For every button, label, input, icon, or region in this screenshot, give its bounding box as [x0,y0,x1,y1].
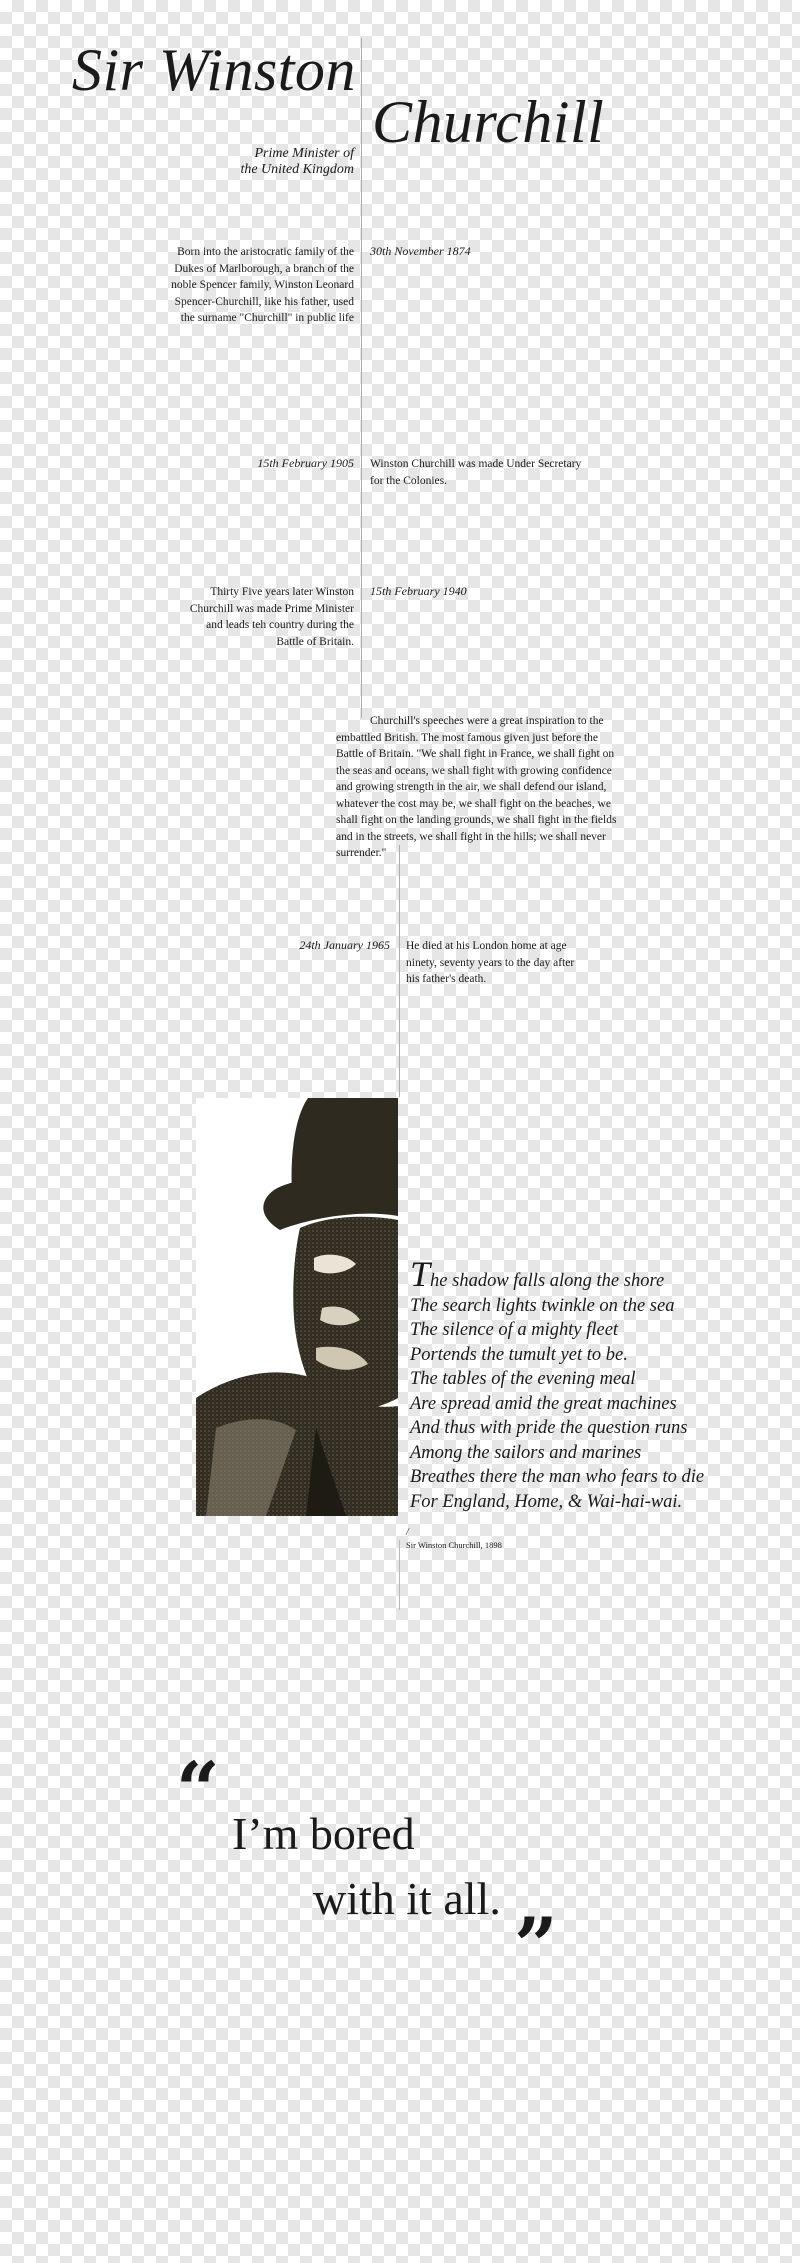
timeline-axis-lower [399,845,400,1097]
speeches-line-3: Battle of Britain. "We shall fight in France, we shall fight on [336,748,615,760]
colonies-line-1: Winston Churchill was made Under Secretary [370,458,582,470]
timeline-axis-tail [399,1540,400,1610]
subtitle-line-1: Prime Minister of [254,146,354,161]
quote-close-mark: ” [514,1901,558,1990]
birth-date: 30th November 1874 [370,244,471,258]
prime-minister-text [140,584,354,650]
speeches-line-7: shall fight on the landing grounds, we shall fight in the fields [336,814,617,826]
poem-line-1-rest: he shadow falls along the shore [430,1271,665,1291]
speeches-line-6: whatever the cost may be, we shall fight on the beaches, we [336,797,611,810]
prime-minister-line-3: and leads teh country during the [206,619,354,631]
birth-line-3: noble Spencer family, Winston Leonard [171,279,354,291]
birth-line-2: Dukes of Marlborough, a branch of the [174,262,354,275]
speeches-line-1: Churchill's speeches were a great inspiration to the [370,715,604,727]
colonies-line-2: for the Colonies. [370,474,447,487]
poem-line-7: And thus with pride the question runs [410,1418,688,1438]
poem [410,1254,800,1514]
death-line-3: his father's death. [406,973,487,985]
poem-line-1 [410,1254,800,1294]
birth-line-1: Born into the aristocratic family of the [177,246,354,258]
speeches-line-8: and in the streets, we shall fight in the hills; we shall never [336,830,606,843]
colonies-text [370,456,630,489]
prime-minister-line-2: Churchill was made Prime Minister [189,602,354,615]
poem-dropcap: T [410,1254,431,1294]
birth-line-5: the surname "Churchill" in public life [180,312,354,324]
subtitle [154,146,354,178]
death-date: 24th January 1965 [299,938,390,952]
poem-attribution-mark: / [406,1527,409,1538]
prime-minister-line-1: Thirty Five years later Winston [210,586,354,598]
poem-line-8: Among the sailors and marines [410,1442,642,1463]
quote-open-mark: “ [176,1745,220,1834]
prime-minister-date: 15th February 1940 [370,584,467,598]
speeches-line-5: and growing strength in the air, we shall defend our island, [336,781,607,793]
timeline-axis-upper [361,38,362,718]
title-first-name: Sir Winston [72,37,356,103]
birth-text [140,244,354,327]
quote-line-2: with it all. [313,1873,501,1924]
death-line-2: ninety, seventy years to the day after [406,956,575,969]
poem-line-3: The silence of a mighty fleet [410,1320,619,1340]
poem-line-5: The tables of the evening meal [410,1369,636,1389]
poem-line-6: Are spread amid the great machines [410,1393,677,1414]
poem-attribution: Sir Winston Churchill, 1898 [406,1540,502,1550]
quote-line-1: I’m bored [232,1808,415,1859]
poem-line-10: For England, Home, & Wai-hai-wai. [410,1491,683,1512]
subtitle-line-2: the United Kingdom [240,162,354,177]
speeches-line-4: the seas and oceans, we shall fight with growing confidence [336,764,612,777]
colonies-date: 15th February 1905 [257,456,354,470]
death-line-1: He died at his London home at age [406,940,567,952]
poem-line-4: Portends the tumult yet to be. [410,1344,628,1365]
speeches-line-9: surrender." [336,847,387,859]
speeches-text [336,713,676,862]
birth-line-4: Spencer-Churchill, like his father, used [174,295,354,308]
portrait-image [196,1098,398,1516]
poem-line-9: Breathes there the man who fears to die [410,1467,705,1487]
portrait-silhouette [196,1098,398,1516]
title-last-name: Churchill [372,89,605,155]
speeches-line-2: embattled British. The most famous given just before the [336,731,599,744]
poem-line-2: The search lights twinkle on the sea [410,1295,675,1316]
death-text [406,938,626,988]
prime-minister-line-4: Battle of Britain. [276,635,354,648]
